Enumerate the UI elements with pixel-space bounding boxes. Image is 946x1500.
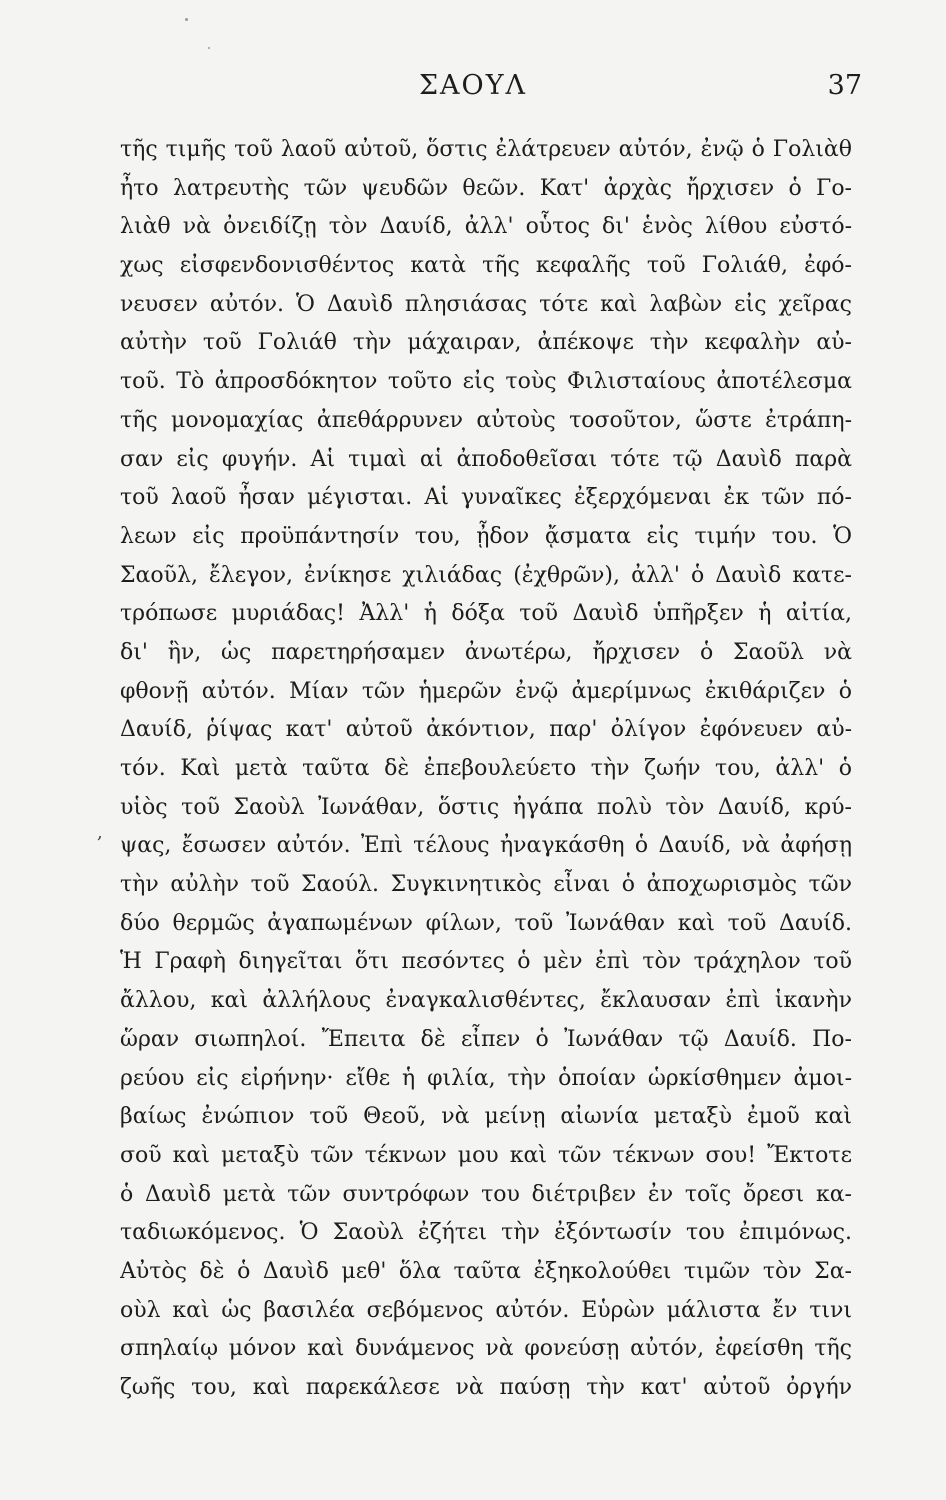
- text-line: τὴν αὐλὴν τοῦ Σαούλ. Συγκινητικὸς εἶναι ὁ ἀποχωρισμὸς τῶν: [120, 872, 852, 898]
- text-line: ἄλλου, καὶ ἀλλήλους ἐναγκαλισθέντες, ἔκλαυσαν ἐπὶ ἱκανὴν: [120, 988, 852, 1014]
- text-line: σαν εἰς φυγήν. Αἱ τιμαὶ αἱ ἀποδοθεῖσαι τότε τῷ Δαυὶδ παρὰ: [120, 446, 852, 472]
- text-line: Ἡ Γραφὴ διηγεῖται ὅτι πεσόντες ὁ μὲν ἐπὶ τὸν τράχηλον τοῦ: [120, 949, 852, 975]
- text-line: ὥραν σιωπηλοί. Ἔπειτα δὲ εἶπεν ὁ Ἰωνάθαν τῷ Δαυίδ. Πο-: [120, 1026, 852, 1052]
- text-line: λιὰθ νὰ ὀνειδίζῃ τὸν Δαυίδ, ἀλλ' οὗτος δι' ἑνὸς λίθου εὐστό-: [120, 214, 852, 240]
- body-text: [120, 131, 852, 1408]
- text-line: τοῦ λαοῦ ἦσαν μέγισται. Αἱ γυναῖκες ἐξερχόμεναι ἐκ τῶν πό-: [120, 485, 852, 511]
- text-line: τόν. Καὶ μετὰ ταῦτα δὲ ἐπεβουλεύετο τὴν ζωήν του, ἀλλ' ὁ: [120, 756, 852, 781]
- text-line: ρεύου εἰς εἰρήνην· εἴθε ἡ φιλία, τὴν ὁποίαν ὡρκίσθημεν ἀμοι-: [120, 1065, 852, 1091]
- text-line: σοῦ καὶ μεταξὺ τῶν τέκνων μου καὶ τῶν τέκνων σου! Ἔκτοτε: [120, 1142, 852, 1168]
- text-line: ὁ Δαυὶδ μετὰ τῶν συντρόφων του διέτριβεν ἐν τοῖς ὄρεσι κα-: [120, 1181, 852, 1207]
- running-title: ΣΑΟΥΛ: [418, 70, 528, 101]
- text-line: υἱὸς τοῦ Σαοὺλ Ἰωνάθαν, ὅστις ἠγάπα πολὺ τὸν Δαυίδ, κρύ-: [120, 794, 852, 820]
- text-line: φθονῇ αὐτόν. Μίαν τῶν ἡμερῶν ἐνῷ ἀμερίμνως ἐκιθάριζεν ὁ: [120, 678, 852, 704]
- text-line: τῆς μονομαχίας ἀπεθάρρυνεν αὐτοὺς τοσοῦτον, ὥστε ἐτράπη-: [120, 407, 852, 433]
- margin-mark: ,: [97, 822, 103, 843]
- text-line: Αὐτὸς δὲ ὁ Δαυὶδ μεθ' ὅλα ταῦτα ἐξηκολούθει τιμῶν τὸν Σα-: [120, 1258, 852, 1284]
- text-line: δύο θερμῶς ἀγαπωμένων φίλων, τοῦ Ἰωνάθαν καὶ τοῦ Δαυίδ.: [120, 910, 852, 936]
- paper-speck: [208, 47, 210, 49]
- text-line: Δαυίδ, ῥίψας κατ' αὐτοῦ ἀκόντιον, παρ' ὀλίγον ἐφόνευεν αὐ-: [120, 717, 852, 743]
- running-head: [0, 70, 946, 110]
- text-line: χως εἰσφενδονισθέντος κατὰ τῆς κεφαλῆς τοῦ Γολιάθ, ἐφό-: [120, 253, 852, 279]
- text-line: ἦτο λατρευτὴς τῶν ψευδῶν θεῶν. Κατ' ἀρχὰς ἤρχισεν ὁ Γο-: [120, 175, 852, 201]
- text-line: τῆς τιμῆς τοῦ λαοῦ αὐτοῦ, ὅστις ἐλάτρευεν αὐτόν, ἐνῷ ὁ Γολιὰθ: [120, 137, 852, 162]
- text-line: ταδιωκόμενος. Ὁ Σαοὺλ ἐζήτει τὴν ἐξόντωσίν του ἐπιμόνως.: [120, 1220, 852, 1246]
- text-line: σπηλαίῳ μόνον καὶ δυνάμενος νὰ φονεύσῃ αὐτόν, ἐφείσθη τῆς: [120, 1336, 852, 1362]
- page-number: 37: [827, 70, 862, 101]
- text-line: τοῦ. Τὸ ἀπροσδόκητον τοῦτο εἰς τοὺς Φιλισταίους ἀποτέλεσμα: [120, 369, 852, 395]
- text-line: βαίως ἐνώπιον τοῦ Θεοῦ, νὰ μείνῃ αἰωνία μεταξὺ ἐμοῦ καὶ: [120, 1104, 852, 1130]
- text-line: αὐτὴν τοῦ Γολιάθ τὴν μάχαιραν, ἀπέκοψε τὴν κεφαλὴν αὐ-: [120, 330, 852, 356]
- text-line: ψας, ἔσωσεν αὐτόν. Ἐπὶ τέλους ἠναγκάσθη ὁ Δαυίδ, νὰ ἀφήσῃ: [120, 833, 852, 859]
- text-line: λεων εἰς προϋπάντησίν του, ᾖδον ᾄσματα εἰς τιμήν του. Ὁ: [120, 523, 852, 549]
- text-line: οὺλ καὶ ὡς βασιλέα σεβόμενος αὐτόν. Εὑρὼν μάλιστα ἔν τινι: [120, 1297, 852, 1323]
- text-line: Σαοῦλ, ἔλεγον, ἐνίκησε χιλιάδας (ἐχθρῶν), ἀλλ' ὁ Δαυὶδ κατε-: [120, 562, 852, 588]
- text-line: τρόπωσε μυριάδας! Ἀλλ' ἡ δόξα τοῦ Δαυὶδ ὑπῆρξεν ἡ αἰτία,: [120, 601, 852, 627]
- text-line: δι' ἣν, ὡς παρετηρήσαμεν ἀνωτέρω, ἤρχισεν ὁ Σαοῦλ νὰ: [120, 639, 852, 665]
- text-line: νευσεν αὐτόν. Ὁ Δαυὶδ πλησιάσας τότε καὶ λαβὼν εἰς χεῖρας: [120, 291, 852, 317]
- paper-speck: [185, 18, 188, 21]
- text-line: ζωῆς του, καὶ παρεκάλεσε νὰ παύσῃ τὴν κατ' αὐτοῦ ὀργήν: [120, 1375, 852, 1400]
